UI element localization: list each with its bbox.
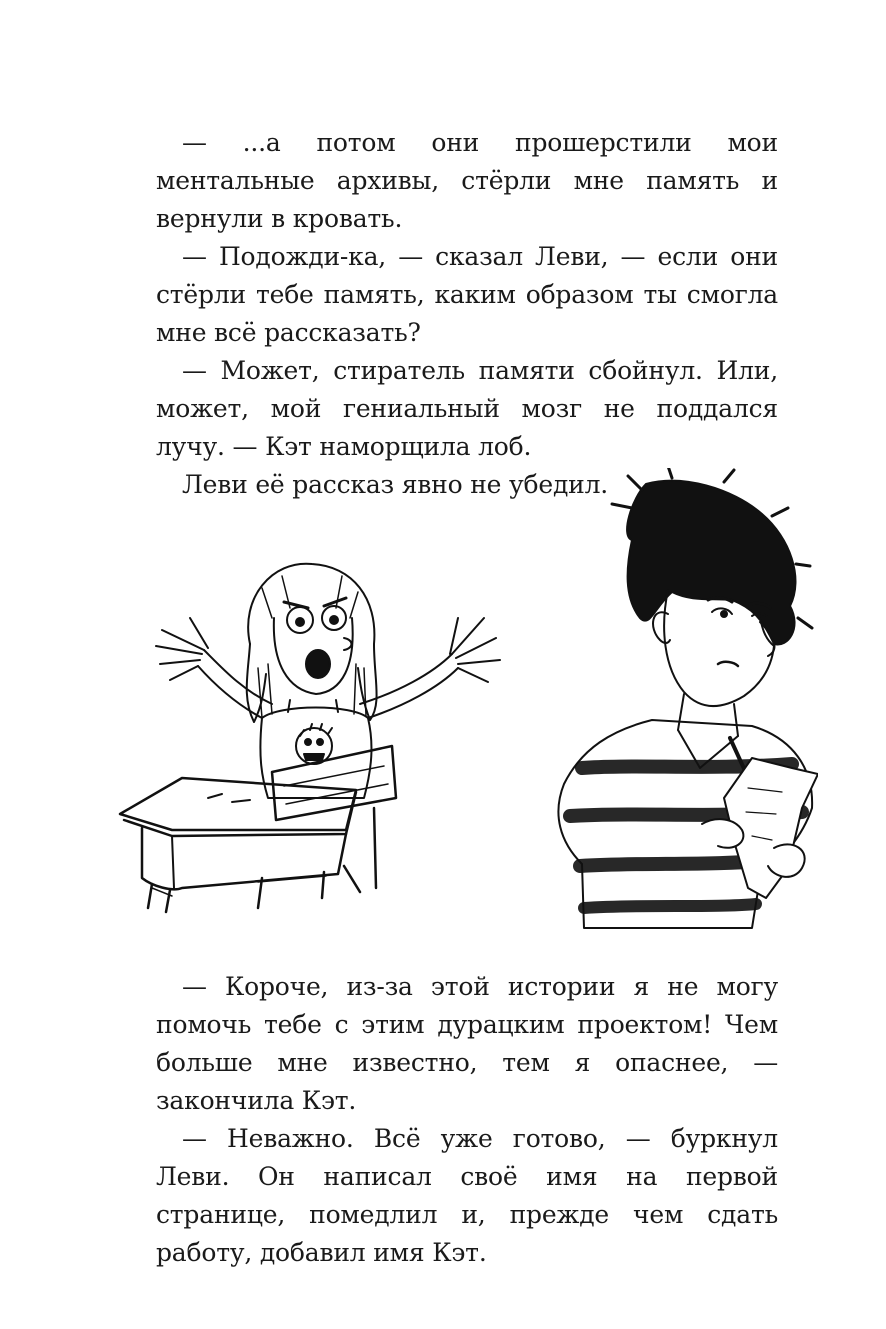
paragraph: — Короче, из-за этой истории я не могу помочь тебе с этим дурацким проектом! Чем больше мне известно, тем я опаснее, — закончила Кэт.	[156, 972, 778, 1115]
paragraph: — Подожди-ка, — сказал Леви, — если они стёрли тебе память, каким образом ты смогла мне всё рассказать?	[156, 242, 778, 347]
paragraph: — ...а потом они прошерстили мои ментальные архивы, стёрли мне память и вернули в кровать.	[156, 128, 778, 233]
paragraph: Леви её рассказ явно не убедил.	[182, 470, 609, 499]
text-block-top	[156, 124, 778, 504]
boy-figure	[558, 468, 818, 928]
paragraph: — Неважно. Всё уже готово, — буркнул Леви. Он написал своё имя на первой странице, помедлил и, прежде чем сдать работу, добавил имя Кэт.	[156, 1124, 778, 1267]
girl-figure	[120, 564, 500, 912]
paragraph: — Может, стиратель памяти сбойнул. Или, может, мой гениальный мозг не поддался лучу. — Кэт наморщила лоб.	[156, 356, 778, 461]
text-block-bottom	[156, 968, 778, 1272]
illustration-kat-and-levi	[112, 468, 818, 954]
